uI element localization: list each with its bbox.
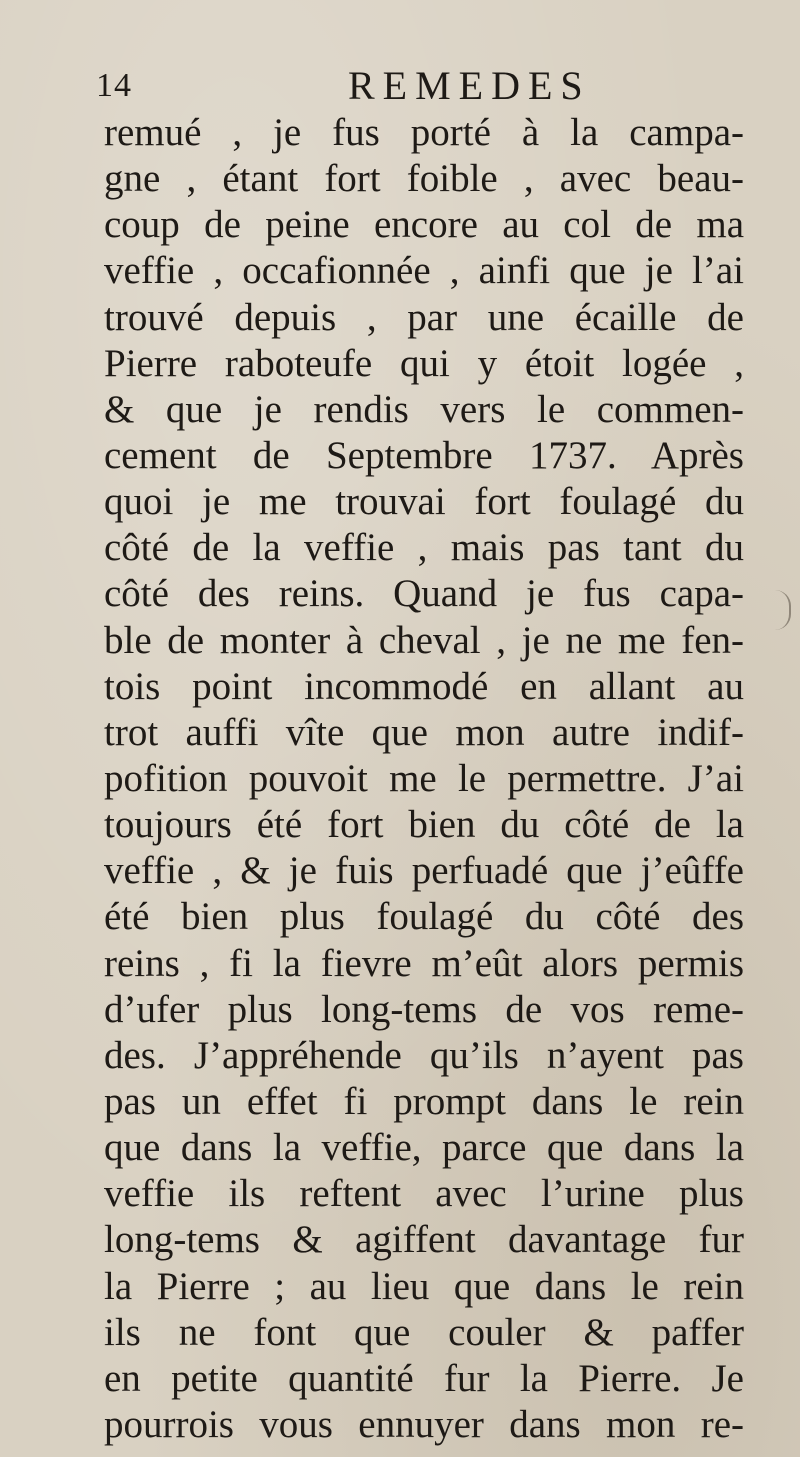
text-line: quoi je me trouvai fort foulagé du (104, 480, 744, 524)
text-line: veffie , occafionnée , ainfi que je l’ai (104, 249, 744, 293)
text-line: tois point incommodé en allant au (104, 664, 744, 708)
text-line: trouvé depuis , par une écaille de (104, 295, 744, 339)
text-line: été bien plus foulagé du côté des (104, 895, 744, 939)
text-line: cement de Septembre 1737. Après (104, 433, 744, 477)
text-line: coup de peine encore au col de ma (104, 203, 744, 247)
text-line: long-tems & agiffent davantage fur (104, 1218, 744, 1262)
body-text (104, 110, 744, 1448)
text-line: toujours été fort bien du côté de la (104, 803, 744, 847)
text-line: Pierre raboteufe qui y étoit logée , (104, 341, 744, 385)
text-line: ils ne font que couler & paffer (104, 1310, 744, 1354)
text-line: des. J’appréhende qu’ils n’ayent pas (104, 1033, 744, 1077)
running-title: REMEDES (348, 63, 591, 108)
text-line: côté des reins. Quand je fus capa- (104, 572, 744, 616)
text-line: que dans la veffie, parce que dans la (104, 1126, 744, 1170)
text-line: reins , fi la fievre m’eût alors permis (104, 941, 744, 985)
page-number: 14 (96, 67, 132, 104)
text-line: côté de la veffie , mais pas tant du (104, 526, 744, 570)
text-line: pofition pouvoit me le permettre. J’ai (104, 756, 744, 800)
text-line: veffie ils reftent avec l’urine plus (104, 1172, 744, 1216)
text-line: gne , étant fort foible , avec beau- (104, 157, 744, 201)
text-line: ble de monter à cheval , je ne me fen- (104, 618, 744, 662)
text-line: remué , je fus porté à la campa- (104, 111, 744, 154)
text-line: & que je rendis vers le commen- (104, 387, 744, 431)
margin-mark (775, 590, 791, 630)
text-line: pas un effet fi prompt dans le rein (104, 1079, 744, 1123)
text-line: trot auffi vîte que mon autre indif- (104, 710, 744, 754)
page-header (96, 64, 736, 108)
text-line: veffie , & je fuis perfuadé que j’eûffe (104, 849, 744, 893)
text-line: d’ufer plus long-tems de vos reme- (104, 987, 744, 1031)
text-line: pourrois vous ennuyer dans mon re- (104, 1402, 744, 1446)
text-line: en petite quantité fur la Pierre. Je (104, 1356, 744, 1400)
text-line: la Pierre ; au lieu que dans le rein (104, 1264, 744, 1308)
